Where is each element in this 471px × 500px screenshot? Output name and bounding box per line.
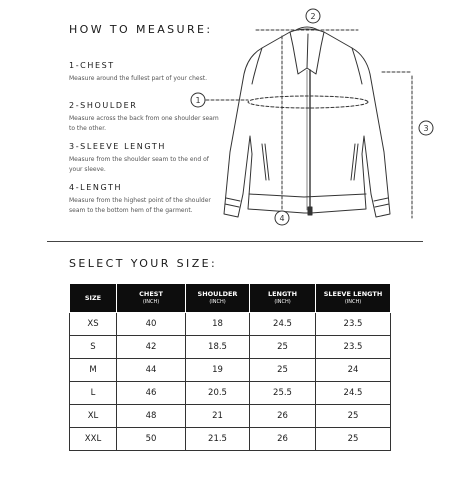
header-chest [117, 284, 186, 313]
shoulder-cell: 21.5 [186, 428, 250, 451]
svg-text:4: 4 [279, 214, 285, 223]
table-row [70, 428, 391, 451]
shoulder-cell: 18.5 [186, 336, 250, 359]
marker-sleeve-length [419, 121, 433, 135]
step-description: Measure from the highest point of the shoulder seam to the bottom hem of the garment. [69, 197, 211, 214]
size-cell: XS [70, 313, 117, 336]
chest-cell: 40 [117, 313, 186, 336]
shoulder-cell: 19 [186, 359, 250, 382]
section-divider [47, 241, 423, 242]
shoulder-cell: 20.5 [186, 382, 250, 405]
chest-cell: 50 [117, 428, 186, 451]
step-description: Measure across the back from one shoulder seam to the other. [69, 115, 219, 132]
hem-band [249, 194, 366, 197]
pocket-left [262, 144, 269, 180]
step-title: 2-SHOULDER [69, 101, 138, 110]
jacket-diagram [186, 4, 446, 228]
header-sleeve-length [316, 284, 391, 313]
size-cell: S [70, 336, 117, 359]
header-label: SIZE [84, 294, 102, 302]
select-size-title: SELECT YOUR SIZE: [69, 257, 218, 270]
cuff-right [374, 198, 389, 207]
svg-text:2: 2 [310, 12, 316, 21]
sleeve-length-cell: 23.5 [316, 336, 391, 359]
header-shoulder [186, 284, 250, 313]
header-unit: (INCH) [274, 299, 291, 305]
chest-cell: 42 [117, 336, 186, 359]
marker-length [275, 211, 289, 225]
sleeve-length-cell: 25 [316, 405, 391, 428]
size-cell: XL [70, 405, 117, 428]
step-description: Measure around the fullest part of your chest. [69, 75, 207, 82]
length-cell: 26 [250, 405, 316, 428]
length-cell: 25.5 [250, 382, 316, 405]
shoulder-cell: 21 [186, 405, 250, 428]
zipper-pull [308, 207, 312, 215]
step-description: Measure from the shoulder seam to the end of your sleeve. [69, 156, 209, 173]
marker-chest [191, 93, 205, 107]
sleeve-length-cell: 24.5 [316, 382, 391, 405]
sleeve-length-cell: 23.5 [316, 313, 391, 336]
header-label: LENGTH [267, 290, 298, 298]
length-cell: 24.5 [250, 313, 316, 336]
step-title: 4-LENGTH [69, 183, 123, 192]
header-unit: (INCH) [209, 299, 226, 305]
cuff-left [225, 198, 240, 207]
table-row [70, 336, 391, 359]
how-to-measure-title: HOW TO MEASURE: [69, 23, 213, 36]
chest-cell: 44 [117, 359, 186, 382]
size-cell: M [70, 359, 117, 382]
table-row [70, 313, 391, 336]
sleeve-length-cell: 25 [316, 428, 391, 451]
size-chart-table [69, 283, 391, 451]
length-cell: 25 [250, 359, 316, 382]
header-unit: (INCH) [142, 299, 160, 305]
header-unit: (INCH) [344, 299, 362, 305]
header-label: CHEST [139, 290, 163, 298]
svg-text:3: 3 [423, 124, 429, 133]
table-row [70, 359, 391, 382]
jacket-collar [290, 29, 324, 74]
length-cell: 26 [250, 428, 316, 451]
size-cell: XXL [70, 428, 117, 451]
header-label: SHOULDER [197, 290, 238, 298]
shoulder-cell: 18 [186, 313, 250, 336]
step-title: 3-SLEEVE LENGTH [69, 142, 167, 151]
step-title: 1-CHEST [69, 61, 115, 70]
table-row [70, 382, 391, 405]
chest-cell: 48 [117, 405, 186, 428]
table-header-row [70, 284, 391, 313]
header-length [250, 284, 316, 313]
header-label: SLEEVE LENGTH [323, 290, 383, 298]
table-row [70, 405, 391, 428]
length-cell: 25 [250, 336, 316, 359]
svg-text:1: 1 [195, 96, 201, 105]
marker-shoulder [306, 9, 320, 23]
header-size [70, 284, 117, 313]
pocket-right [351, 144, 358, 180]
sleeve-length-cell: 24 [316, 359, 391, 382]
chest-measure-line [248, 96, 368, 108]
size-cell: L [70, 382, 117, 405]
chest-cell: 46 [117, 382, 186, 405]
